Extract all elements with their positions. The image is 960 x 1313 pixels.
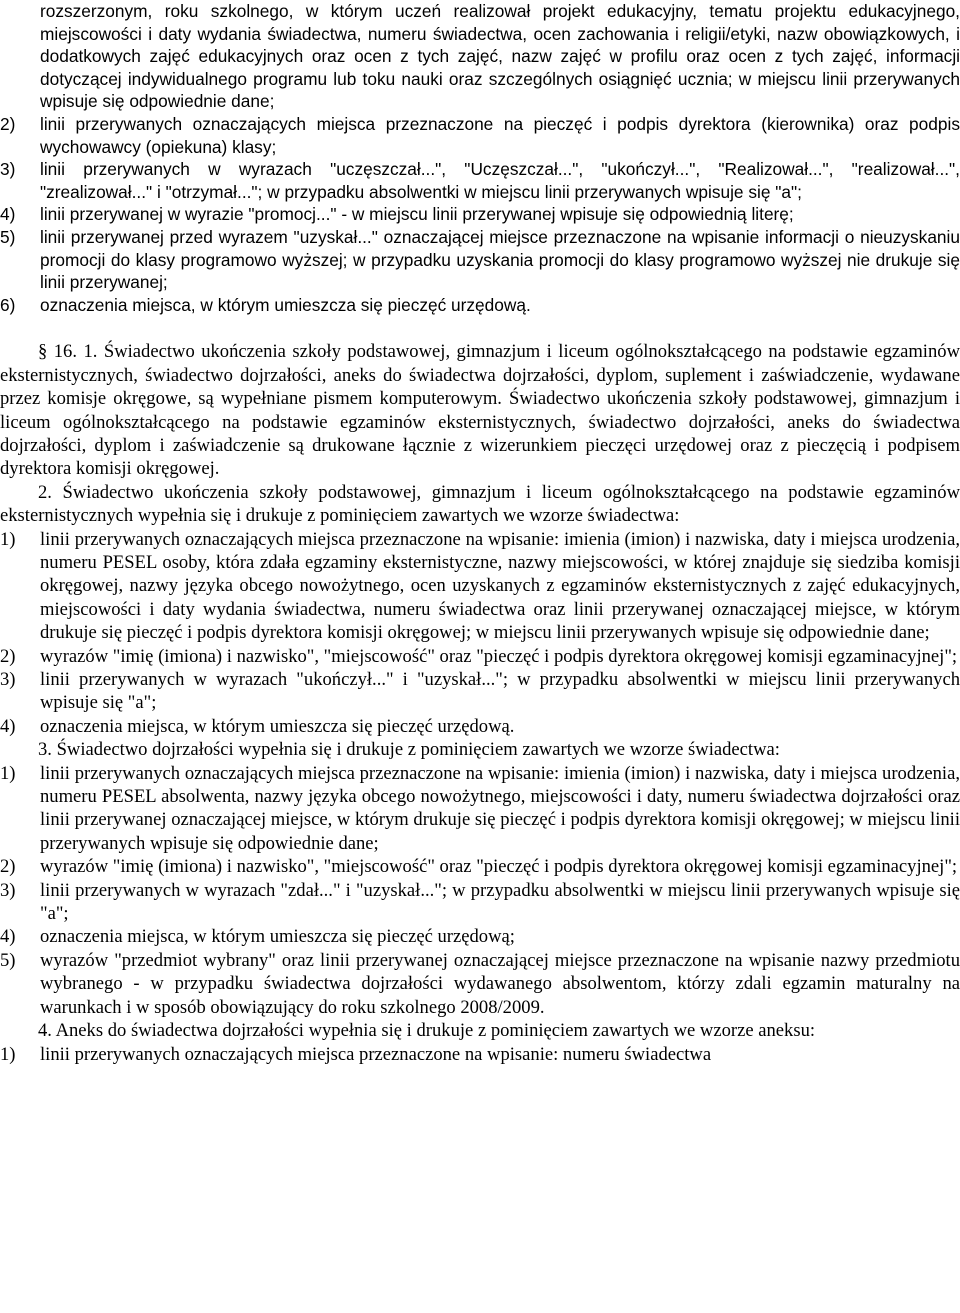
paragraph-4-list	[0, 1043, 960, 1066]
section-gap	[0, 316, 960, 340]
list-item-text: linii przerywanych oznaczających miejsca przeznaczone na pieczęć i podpis dyrektora (kierownika) oraz podpis wychowawcy (opiekuna) klasy;	[40, 113, 960, 157]
list-item-number: 3)	[0, 159, 16, 180]
list-item-number: 1)	[0, 1043, 16, 1065]
list-item-text: linii przerywanych oznaczających miejsca przeznaczone na wpisanie: imienia (imion) i nazwiska, daty i miejsca urodzenia, numeru PESEL osoby, która zdała egzaminy eksternistyczne, nazwy miejscowości, w której znajduje się siedziba komisji okręgowej, nazwy języka obcego nowożytnego, ocen uzyskanych z egzaminów eksternistycznych z zajęć edukacyjnych, miejscowości i daty wydania świadectwa, numeru świadectwa oraz linii przerywanej oznaczającej miejsce, w którym drukuje się pieczęć i podpis dyrektora komisji okręgowej; w miejscu linii przerywanych wpisuje się odpowiednie dane;	[40, 528, 960, 644]
list-item	[0, 762, 960, 856]
section-16-paragraph-1-text: 1. Świadectwo ukończenia szkoły podstawowej, gimnazjum i liceum ogólnokształcącego na podstawie egzaminów eksternistycznych, świadectwo dojrzałości, aneks do świadectwa dojrzałości, dyplom, suplement i zaświadczenie, wydawane przez komisje okręgowe, są wypełniane pismem komputerowym. Świadectwo ukończenia szkoły podstawowej, gimnazjum i liceum ogólnokształcącego na podstawie egzaminów eksternistycznych, świadectwo dojrzałości, aneks do świadectwa dojrzałości, dyplom i zaświadczenie są drukowane łącznie z wizerunkiem pieczęci urzędowej oraz z pieczęcią i podpisem dyrektora komisji okręgowej.	[0, 341, 960, 480]
list-item-number: 5)	[0, 949, 16, 971]
list-item	[0, 158, 960, 203]
list-item-text: wyrazów "przedmiot wybrany" oraz linii przerywanej oznaczającej miejsce przeznaczone na wpisanie nazwy przedmiotu wybranego - w przypadku świadectwa dojrzałości wydawanego absolwentom, którzy zdali egzamin maturalny na warunkach i w sposób obowiązujący do roku szkolnego 2008/2009.	[40, 949, 960, 1018]
list-item-number: 3)	[0, 879, 16, 901]
list-item	[0, 645, 960, 668]
list-item-number: 5)	[0, 226, 16, 247]
section-16-paragraph-2: 2. Świadectwo ukończenia szkoły podstawowej, gimnazjum i liceum ogólnokształcącego na podstawie egzaminów eksternistycznych wypełnia się i drukuje z pominięciem zawartych we wzorze świadectwa:	[0, 481, 960, 527]
list-item-text: oznaczenia miejsca, w którym umieszcza się pieczęć urzędową.	[40, 715, 515, 737]
list-item-text: wyrazów "imię (imiona) i nazwisko", "miejscowość" oraz "pieczęć i podpis dyrektora okręgowej komisji egzaminacyjnej";	[40, 856, 958, 878]
section-16-paragraph-3: 3. Świadectwo dojrzałości wypełnia się i drukuje z pominięciem zawartych we wzorze świadectwa:	[38, 739, 780, 761]
section-16	[0, 340, 960, 1066]
list-item-number: 2)	[0, 645, 16, 667]
list-item-number: 1)	[0, 762, 16, 784]
list-item-text: linii przerywanych oznaczających miejsca przeznaczone na wpisanie: numeru świadectwa	[40, 1043, 712, 1065]
list-item-number: 2)	[0, 856, 16, 878]
list-item-text: linii przerywanych oznaczających miejsca przeznaczone na wpisanie: imienia (imion) i nazwiska, daty i miejsca urodzenia, numeru PESEL absolwenta, nazwy języka obcego nowożytnego, miejscowości i daty, numeru świadectwa dojrzałości oraz linii przerywanej oznaczającej miejsce, w którym drukuje się pieczęć i podpis dyrektora komisji okręgowej; w miejscu linii przerywanych wpisuje się odpowiednie dane;	[40, 762, 960, 854]
list-item	[0, 1043, 960, 1066]
list-item-text: linii przerywanych w wyrazach "ukończył..." i "uzyskał..."; w przypadku absolwentki w miejscu linii przerywanych wpisuje się "a";	[40, 669, 960, 714]
list-item-number: 1)	[0, 528, 16, 550]
section-16-paragraph-4: 4. Aneks do świadectwa dojrzałości wypełnia się i drukuje z pominięciem zawartych we wzorze aneksu:	[38, 1020, 816, 1042]
section-16-label: § 16.	[38, 341, 77, 363]
list-item	[0, 949, 960, 1019]
list-item-text: oznaczenia miejsca, w którym umieszcza się pieczęć urzędową.	[40, 294, 531, 315]
list-item-number: 3)	[0, 669, 16, 690]
list-item-text: linii przerywanych w wyrazach "uczęszczał...", "Uczęszczał...", "ukończył...", "Realizował...", "realizował...", "zrealizował..." i "otrzymał..."; w przypadku absolwentki w miejscu linii przerywanych wpisuje się "a";	[40, 159, 960, 202]
list-item	[0, 113, 960, 158]
list-item-text: linii przerywanej w wyrazie "promocj..." - w miejscu linii przerywanej wpisuje się odpowiednią literę;	[40, 204, 794, 225]
list-item-text: oznaczenia miejsca, w którym umieszcza się pieczęć urzędową;	[40, 926, 515, 948]
top-list-block	[0, 0, 960, 316]
list-item	[0, 203, 960, 226]
list-item	[0, 294, 960, 317]
list-item-text: wyrazów "imię (imiona) i nazwisko", "miejscowość" oraz "pieczęć i podpis dyrektora okręgowej komisji egzaminacyjnej";	[40, 645, 958, 667]
top-list-items	[0, 113, 960, 316]
paragraph-2-list	[0, 528, 960, 739]
list-item-continuation: rozszerzonym, roku szkolnego, w którym uczeń realizował projekt edukacyjny, tematu projektu edukacyjnego, miejscowości i daty wydania świadectwa, numeru świadectwa, ocen zachowania i religii/etyki, nazw obowiązkowych, i dodatkowych zajęć edukacyjnych oraz ocen z tych zajęć, nazw zajęć w profilu oraz ocen z tych zajęć, informacji dotyczącej indywidualnego programu lub toku nauki oraz szczególnych osiągnięć ucznia; w miejscu linii przerywanych wpisuje się odpowiednie dane;	[40, 1, 960, 112]
list-item-number: 4)	[0, 204, 16, 225]
list-item	[0, 855, 960, 878]
list-item-number: 4)	[0, 926, 16, 948]
section-16-paragraph-1	[0, 340, 960, 480]
list-item	[0, 226, 960, 294]
list-item-text: linii przerywanych w wyrazach "zdał..." i "uzyskał..."; w przypadku absolwentki w miejscu linii przerywanych wpisuje się "a";	[40, 879, 960, 925]
paragraph-3-list	[0, 762, 960, 1019]
list-item	[0, 879, 960, 926]
list-item-text: linii przerywanej przed wyrazem "uzyskał..." oznaczającej miejsce przeznaczone na wpisanie informacji o nieuzyskaniu promocji do klasy programowo wyższej; w przypadku uzyskania promocji do klasy programowo wyższej nie drukuje się linii przerywanej;	[40, 226, 960, 293]
list-item	[0, 528, 960, 645]
list-item	[0, 715, 960, 738]
list-item-number: 6)	[0, 294, 16, 315]
list-item	[0, 668, 960, 715]
list-item	[0, 925, 960, 948]
list-item-number: 2)	[0, 113, 16, 134]
list-item-number: 4)	[0, 715, 16, 737]
